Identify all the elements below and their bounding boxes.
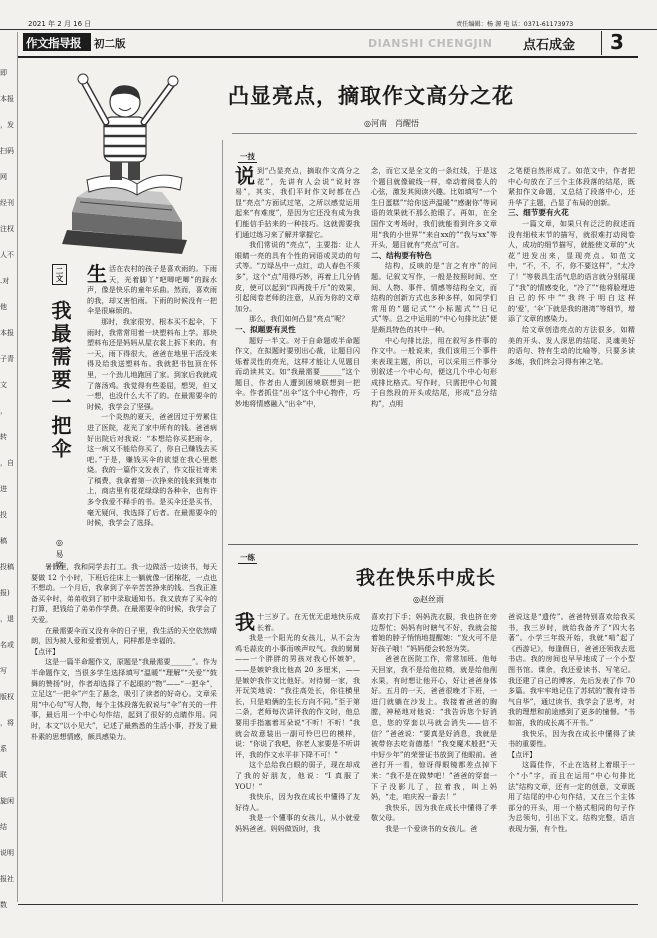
section-name: 点石成金	[523, 38, 576, 53]
main-col3-p3: 给文章创造亮点的方法很多，如精美的开头、发人深思的结尾、灵魂美好的语句、特有生动的比喻等，只要多读多练，我们终会习得有神之笔。	[508, 324, 635, 366]
logo-text: 作文指导报	[26, 36, 81, 50]
main-col2-p1: 念，而它又是全文的一条红线，于是这个题目就像破线一样，牵动着阅卷人的心弦，激发其阅读兴趣。比如填写“一个生日蛋糕”“给你送声温暖”“感谢你”等词语的效果就不那么抢眼了。再如，在全国作文考场时，我们就能看到许多文章用“我的小世界”“来自xx的”“我与xx”等开头，题目就有“亮点”可言。	[371, 166, 497, 250]
left-strip-fragment: 网	[0, 173, 7, 181]
subheading-3: 三、细节要有火花	[508, 208, 569, 218]
second-article-author: ◎赵丝雨	[413, 595, 444, 604]
second-c1-p4: 我快乐，因为我在成长中懂得了友好待人。	[235, 792, 360, 812]
header-date: 2021 年 2 月 16 日	[28, 20, 92, 28]
tag-yilian: 一练	[240, 553, 255, 562]
main-col2-p3: 中心句排比法，用在叙写多件事的作文中。一般说来，我们该用三个事件来表现主题，所以，可以采用三件事分别叙述一个中心句，便这几个中心句形成排比格式。写作时，只需把中心句置于自然段的开头或结尾，形成“总分结构”，点明	[371, 335, 497, 409]
main-col-1	[235, 166, 360, 538]
left-strip-divider	[17, 32, 18, 902]
left-strip-fragment: ，自	[0, 459, 14, 467]
boy-on-books-illustration	[32, 62, 217, 262]
left-article-author: ◎易铭	[55, 538, 64, 572]
second-c2-p3: 我快乐，因为我在成长中懂得了孝敬父母。	[371, 802, 497, 823]
left-strip-fragment: 联	[0, 771, 7, 779]
second-col-2	[371, 612, 497, 902]
left-p5: 在最需要伞而又没有伞的日子里，我生活的天空依然晴朗，因为被人爱和爱着别人，同样都是幸福的。	[31, 625, 217, 646]
left-strip-fragment: 投稿	[0, 563, 14, 571]
left-strip-fragment: 即	[0, 69, 7, 77]
subheading-1: 一、拟题要有灵性	[235, 324, 296, 334]
left-strip-fragment: ， 转	[0, 407, 7, 441]
main-col1-p1: 到“凸显亮点，摘取作文高分之花”，先讲有人会说“说时容易”，其实，我们平时作文时都在凸显“亮点”方面试过笔，之所以感觉运用起来“有难度”，是因为它还没有成为我们能信手拈来的一种技巧。这就需要我们通过练习来了解并掌握它。	[235, 166, 360, 239]
tag-yiji: 一技	[240, 152, 255, 161]
second-c1-p2: 我是一个阳光的女孩儿，从不会为鸡毛蒜皮的小事而唉声叹气。我的舅舅——一个胖胖的男孩对我心怀嫉妒，——是嫉妒我比他高 20 多厘米，——是嫉妒我作文比他好。对待舅一家，我开玩笑地说：“我往高处长，你往横里长，只是咱俩的生长方向不同。”至于第二条，老师每次讲评我的作文时，他总要用手指塞着耳朵说“不听！不听！”我就会故意装出一副可怜巴巴的模样，说：“你说了我吧，你老人家要是不听讲评，我的作文水平非下降不可！”	[235, 633, 360, 759]
second-col-3	[508, 612, 635, 902]
title-underline	[232, 133, 637, 134]
main-col2-p2: 结构，反映的是“言之有序”的问题。记叙文写作，一般是按照时间、空间、人物、事件、情感等结构全文，而结构的创新方式也多种多样，如同学们常用的“题记式”“小标题式”“日记式”等。总之中运用的“中心句排比法”便是颇具特色的其中一种。	[371, 261, 497, 334]
left-strip-fragment: 旋闲	[0, 797, 14, 805]
left-strip-fragment: 文	[0, 381, 7, 389]
main-col3-p2: 一篇文章，如果只有泛泛的叙述而没有细枝末节的描写，就很难打动阅卷人，成功的细节描写，就能使文章的“火花”迸发出来，显现亮点。如范文中，“不，不，不，你不要这样”，“太冷了！”等极具生活气息的语言就分别展现了“我”的情感变化，“冷了”“他将脸埋进自己的怀中”“我终于明白这样的‘爱’，‘伞’下就是我的港湾”等细节，增添了文章的感染力。	[508, 218, 635, 324]
main-col1-p2: 我们常说的“亮点”，主要指：让人眼睛一亮的具有个性的词语或灵动的句式等。“万绿丛中一点红，动人春色不须多”，这个“点”用得巧妙，再着上几分俏皮，使可以起到“四两拨千斤”的效果，引起阅卷老师的注意，从而为你的文章加分。	[235, 240, 360, 313]
left-strip-fragment: .对	[0, 277, 10, 285]
dropcap-wo: 我	[235, 610, 255, 634]
left-strip-fragment: 他	[0, 303, 7, 311]
header-pinyin: DIANSHI CHENGJIN	[368, 37, 493, 50]
main-col-3	[508, 166, 635, 538]
left-strip-fragment: 进	[0, 485, 7, 493]
second-comment: 这篇佳作，不止在选材上着眼于一个“小”字，而且在运用“中心句排比法”结构文章，还有一定的创意，文章既用了结尾的中心句作结，又在三个主体部分的开头，用一个格式相同的句子作为总领句，引出下文。结构完整，语言表现力强，有个性。	[508, 760, 635, 833]
subheading-2: 二、结构要有特色	[371, 250, 432, 260]
second-c2-p4: 我是一个爱读书的女孩儿。爸	[385, 823, 478, 833]
main-col-2	[371, 166, 497, 538]
left-comment-label: 【点评】	[31, 646, 60, 656]
section-divider	[228, 544, 638, 545]
left-strip-fragment: 投	[0, 511, 7, 519]
left-strip-fragment: 扫码	[0, 147, 14, 155]
second-c1-p3: 这个总给我白眼的弱子，现在却成了我的好朋友，他说：“I 真服了 YOU！”	[235, 760, 360, 791]
main-col1-p4: 题好一半文。对于自命题或半命题作文，在拟题时要别出心裁，让题目闪烁着灵性的亮光，这样才能让人见题目而动读其文。如“我最需要______”这个题目，作者由人遭到困境联想到一把伞。作者抓住“出伞”这个中心物件，巧妙地将情感融入“出伞”中，	[235, 335, 360, 409]
left-strip-fragment: 说明	[0, 849, 14, 857]
header-bottom-rule	[18, 56, 638, 58]
left-strip-fragment: 系	[0, 745, 7, 753]
left-strip-fragment: 数	[0, 901, 7, 909]
left-strip-fragment: 本报	[0, 329, 14, 337]
second-comment-label: 【点评】	[508, 749, 537, 759]
dropcap-shuo: 说	[235, 164, 255, 188]
left-strip-fragment: 经刊	[0, 199, 14, 207]
left-article-body-bottom	[31, 562, 217, 902]
second-c2-p2: 爸爸在医院工作，常常加班。他每天回家，我不是给他拉椅，就是给他削水果，有时想让他开心，好让爸爸身体好。五月的一天，爸爸很晚才下班，一进门就躺在沙发上。我接着爸爸的胸膛，神秘地对他说：“我告诉您个好消息，您的穿套以马就会消失——信不信？”爸爸说：“要真是好消息，我就是被带你去吃肯德基！”我变魔术般把“天中好少年”的荣誉证书放到了他眼前。爸爸打开一看，惊讶得眼镜都差点掉下来：“我不是在做梦吧！”爸爸的穿套一下子没影儿了，拉着我，叫上妈妈，“走，咱庆祝一番去！”	[371, 654, 497, 802]
left-strip-fragment: 版权	[0, 693, 14, 701]
left-p4: 暑假里，我和同学去打工。我一边做活一边读书，每天要做 12 个小时，下班后往床上一躺就像一团棉花，一点也不想动。一个月后，我拿到了辛辛苦苦挣来的钱。当我正准备买伞时，弟弟收到了初中录取通知书。我又放弃了买伞的打算，把钱给了弟弟作学费。在最需要伞的时候，我学会了关爱。	[31, 562, 217, 624]
column-divider-left	[222, 140, 223, 902]
second-c1-p1: 十三岁了。在无忧无虑地快乐成长着。	[257, 612, 360, 632]
left-strip-fragment: 子青	[0, 355, 14, 363]
newspaper-logo	[23, 33, 91, 51]
left-strip-fragment: 注权	[0, 225, 14, 233]
left-article-tag: 二文	[52, 264, 67, 285]
left-p3: 一个炎热的夏天，爸爸因过于劳累住进了医院，花光了家中所有的钱。爸爸病好出院后对我说：“本想给你买把雨伞，这一病又不能给你买了，你自己赚钱去买吧。”于是，赚钱买伞的欲望在我心里燃烧。我的一篇作文发表了，作文报社寄来了稿费，我拿着第一次挣来的钱来到集市上，商店里有花花绿绿的各种伞，也有许多令我爱不释手的书。是买伞还是买书，毫无疑问，我选择了后者。在最需要伞的时候，我学会了选择。	[87, 412, 217, 528]
header-editor-line: 责任编辑：杨 源 电 话：0371-61173973	[456, 21, 574, 28]
second-article-title: 我在快乐中成长	[356, 567, 497, 589]
left-strip-fragment: 本报	[0, 95, 14, 103]
page-number: 3	[610, 30, 624, 54]
second-col-1	[235, 612, 360, 902]
left-strip-fragment: ，将	[0, 719, 14, 727]
left-strip-fragment: 写	[0, 667, 7, 675]
main-article-byline: ◎河南 肖醒悟	[364, 119, 419, 128]
left-strip-fragment: 稿	[0, 537, 7, 545]
footer-rule	[18, 904, 638, 905]
header-top-rule	[0, 29, 657, 30]
left-article-body-top	[87, 264, 217, 564]
page-number-divider	[601, 31, 602, 55]
left-strip-fragment: 名或	[0, 641, 14, 649]
left-strip-fragment: 人不	[0, 251, 14, 259]
left-strip-fragment: ，发	[0, 121, 14, 129]
left-strip-fragment: 报社	[0, 875, 14, 883]
left-p1: 活在农村的孩子是喜欢雨的。下雨天，光着脚丫“吧唧吧唧”的踩水声，像是快乐的童年乐曲。然而，喜欢雨的我，却又害怕雨。下雨的时候没有一把伞是很麻烦的。	[87, 264, 217, 316]
left-comment: 这是一篇半命题作文，原题是“我最需要______”。作为半命题作文，当很多学生选择填写“温暖”“理解”“关爱”“鼓舞的赞扬”时，作者却选择了不起眼的“物”——“一把伞”，立足这“一把伞”产生了悬念，吸引了读者的好奇心。文章采用“中心句”写人物，每个主体段落先叙说与“伞”有关的一件事，最后用一个中心句作结，起到了很好的点睛作用。同时，本文“以小见大”，记述了最熟悉的生活小事，抒发了最朴素的思想情感，颇具感染力。	[31, 657, 217, 741]
left-strip-fragment: 报)	[0, 589, 10, 597]
left-article-title: 我最需要一把伞	[48, 300, 72, 461]
left-strip-fragment: ，退	[0, 615, 14, 623]
main-article-title: 凸显亮点，摘取作文高分之花	[228, 83, 514, 108]
dropcap-sheng: 生	[87, 262, 107, 286]
second-c1-p5: 我是一个懂事的女孩儿，从小就爱妈妈爸爸。妈妈做饭时，我	[235, 813, 360, 833]
left-strip	[0, 60, 15, 909]
edition-label: 初二版	[94, 38, 126, 50]
second-c3-p1: 爸说这是“遗传”。爸爸特别喜欢给我买书，我三岁时，就给我备齐了“四大名著”。小学三年级开始，我就“啃”起了《西游记》，每逢假日，爸爸还领我去逛书店。我的房间也早早地成了一个小型图书馆。课余，我还爱读书、写笔记。我还建了自己的博客，先后发表了作 70 多篇。我牢牢地记住了苏轼的“腹有诗书气自华”，通过读书，我学会了思考，对我的理想和前途感到了更多的憧憬。“书如笛，我的成长离不开书。”	[508, 612, 635, 727]
main-col1-p3: 那么，我们如何凸显“亮点”呢？	[249, 314, 349, 324]
main-col3-p1: 之笔便自然形成了。如范文中，作者把中心句放在了三个主体段落的结尾，既紧扣作文命题，又总结了段落中心，还升华了主题，凸显了布局的创新。	[508, 166, 635, 207]
second-c2-p1: 喜欢打下手；妈妈洗衣服，我也挤在旁边帮忙；妈妈有时瞎气不好，我就会接着她的脖子悄悄地提醒她：“发火可不是好孩子哦！”妈妈便会转怒为笑。	[371, 612, 497, 653]
left-strip-fragment: 结	[0, 823, 7, 831]
second-c3-p2: 我快乐，因为我在成长中懂得了读书的重要性。	[508, 728, 635, 749]
left-p2: 那时，我家很穷，根本买不起伞，下雨时，我常常用着一块塑料布上学。那块塑料布还是妈妈从屋衣裳上拆下来的。有一天，雨下得很大，爸爸在地里干活没来得及给我送塑料布。我就把书包顶在怀里，一个劲儿地跑回了家。到家后我就成了落汤鸡。我觉得有些委屈，想哭，但又一想，也没什么大不了的。在最需要伞的时候，我学会了坚强。	[87, 316, 217, 411]
